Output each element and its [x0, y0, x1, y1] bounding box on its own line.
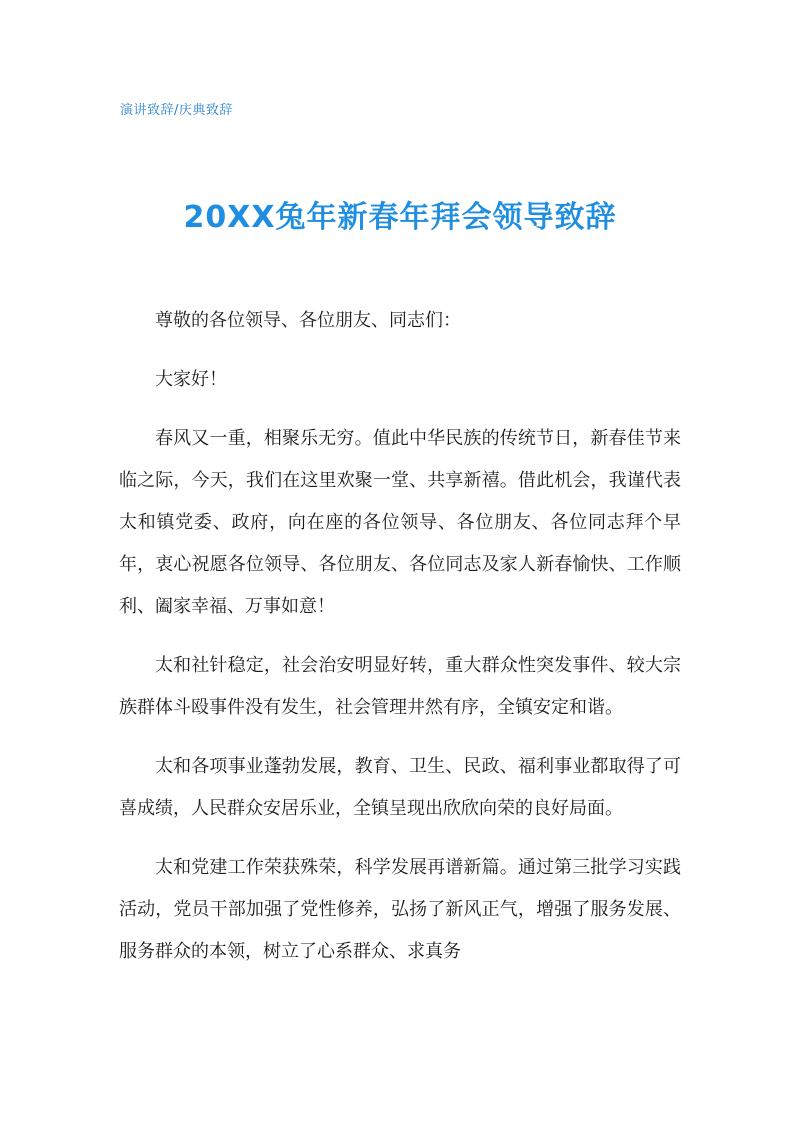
body-paragraph: 太和各项事业蓬勃发展，教育、卫生、民政、福利事业都取得了可喜成绩，人民群众安居乐业，全镇呈现出欣欣向荣的良好局面。	[119, 756, 681, 819]
page-title: 20XX兔年新春年拜会领导致辞	[183, 200, 617, 235]
body-paragraph: 春风又一重，相聚乐无穷。值此中华民族的传统节日，新春佳节来临之际，今天，我们在这里欢聚一堂、共享新禧。借此机会，我谨代表太和镇党委、政府，向在座的各位领导、各位朋友、各位同志拜个早年，衷心祝愿各位领导、各位朋友、各位同志及家人新春愉快、工作顺利、阖家幸福、万事如意！	[119, 428, 681, 617]
greeting-paragraph: 尊敬的各位领导、各位朋友、同志们：	[155, 310, 461, 331]
document-body	[119, 300, 681, 990]
category-label: 演讲致辞/庆典致辞	[120, 103, 233, 118]
body-paragraph: 太和党建工作荣获殊荣，科学发展再谱新篇。通过第三批学习实践活动，党员干部加强了党性修养，弘扬了新风正气，增强了服务发展、服务群众的本领，树立了心系群众、求真务	[119, 857, 681, 962]
body-paragraph: 太和社针稳定，社会治安明显好转，重大群众性突发事件、较大宗族群体斗殴事件没有发生，社会管理井然有序，全镇安定和谐。	[119, 655, 681, 718]
salutation-paragraph: 大家好！	[155, 369, 227, 390]
